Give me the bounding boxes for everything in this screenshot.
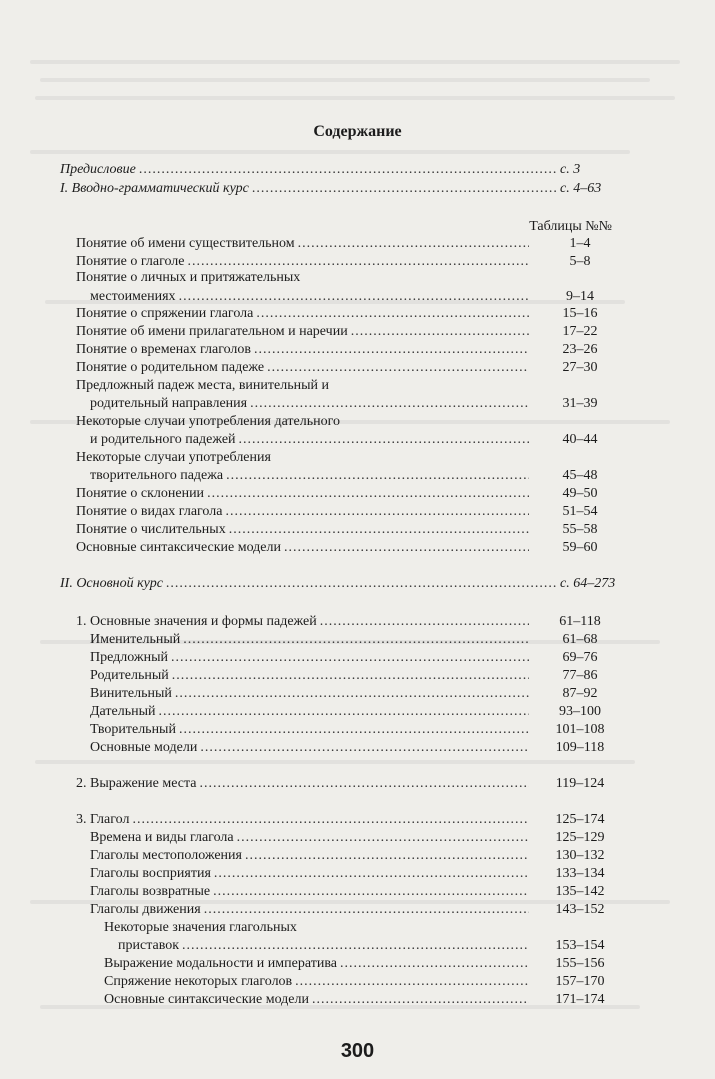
toc-tables: 101–108: [555, 722, 605, 737]
leader-dots: [320, 614, 529, 630]
toc-tables: 135–142: [555, 884, 605, 899]
leader-dots: [182, 938, 529, 954]
leader-dots: [256, 306, 529, 322]
leader-dots: [214, 866, 529, 882]
toc-tables: 5–8: [569, 254, 591, 269]
toc-row[interactable]: [90, 632, 628, 648]
toc-label: творительного падежа: [90, 468, 224, 483]
toc-row[interactable]: [90, 902, 628, 918]
toc-label: Понятие о числительных: [76, 522, 226, 537]
toc-row-chapter2[interactable]: [76, 776, 628, 792]
toc-row[interactable]: [76, 254, 628, 270]
toc-label: Творительный: [90, 722, 176, 737]
toc-label: Понятие о родительном падеже: [76, 360, 265, 375]
toc-row-section2[interactable]: [60, 576, 640, 592]
toc-label-line1: Некоторые значения глагольных: [104, 920, 297, 935]
toc-label: Предложный: [90, 650, 168, 665]
toc-label-line1: Предложный падеж места, винительный и: [76, 378, 329, 393]
toc-tables: 23–26: [562, 342, 598, 357]
toc-tables: 31–39: [562, 396, 598, 411]
toc-row[interactable]: [76, 306, 628, 322]
leader-dots: [351, 324, 529, 340]
toc-label: Понятие об имени прилагательном и наречии: [76, 324, 348, 339]
toc-label: Выражение модальности и императива: [104, 956, 337, 971]
toc-tables: 40–44: [562, 432, 598, 447]
leader-dots: [284, 540, 529, 556]
leader-dots: [254, 342, 529, 358]
leader-dots: [179, 289, 529, 305]
toc-row[interactable]: [76, 236, 628, 252]
toc-row[interactable]: [90, 884, 628, 900]
leader-dots: [175, 686, 529, 702]
toc-label: Понятие о временах глаголов: [76, 342, 252, 357]
toc-label: I. Вводно-грамматический курс: [60, 181, 249, 196]
leader-dots: [166, 576, 557, 592]
page-title: Содержание: [313, 123, 402, 140]
toc-label: Понятие о видах глагола: [76, 504, 223, 519]
toc-label: и родительного падежей: [90, 432, 236, 447]
leader-dots: [188, 254, 529, 270]
toc-row[interactable]: [104, 956, 628, 972]
toc-label: Глаголы восприятия: [90, 866, 211, 881]
toc-tables: 93–100: [559, 704, 601, 719]
toc-label: Основные синтаксические модели: [104, 992, 309, 1007]
toc-tables: 61–68: [562, 632, 598, 647]
toc-tables: 27–30: [562, 360, 598, 375]
leader-dots: [340, 956, 529, 972]
toc-page: с. 64–273: [560, 576, 616, 591]
toc-label: Основные модели: [90, 740, 198, 755]
toc-row[interactable]: [90, 830, 628, 846]
toc-row[interactable]: [76, 522, 628, 538]
toc-tables: 155–156: [555, 956, 605, 971]
toc-tables: 87–92: [562, 686, 598, 701]
leader-dots: [139, 162, 557, 178]
leader-dots: [239, 432, 529, 448]
toc-row[interactable]: [90, 848, 628, 864]
toc-tables: 51–54: [562, 504, 598, 519]
leader-dots: [179, 722, 529, 738]
toc-row[interactable]: [104, 992, 628, 1008]
toc-tables: 133–134: [555, 866, 605, 881]
leader-dots: [207, 486, 529, 502]
leader-dots: [159, 704, 530, 720]
toc-tables: 69–76: [562, 650, 598, 665]
leader-dots: [298, 236, 529, 252]
toc-label: Времена и виды глагола: [90, 830, 234, 845]
toc-row[interactable]: [90, 289, 628, 305]
toc-tables: 171–174: [555, 992, 605, 1007]
toc-tables: 17–22: [562, 324, 598, 339]
toc-label: родительный направления: [90, 396, 248, 411]
toc-tables: 125–129: [555, 830, 605, 845]
toc-row-chapter3[interactable]: [76, 812, 628, 828]
page-number: 300: [340, 1040, 375, 1062]
toc-row[interactable]: [90, 704, 628, 720]
toc-label-line1: Некоторые случаи употребления: [76, 450, 271, 465]
leader-dots: [183, 632, 529, 648]
leader-dots: [245, 848, 529, 864]
toc-row[interactable]: [104, 974, 628, 990]
toc-tables: 61–118: [559, 614, 601, 629]
toc-tables: 77–86: [562, 668, 598, 683]
toc-label: местоимениях: [90, 289, 176, 304]
toc-label: 2. Выражение места: [76, 776, 197, 791]
toc-row[interactable]: [90, 686, 628, 702]
toc-row[interactable]: [118, 938, 628, 954]
toc-page: с. 4–63: [560, 181, 602, 196]
toc-tables: 157–170: [555, 974, 605, 989]
toc-row[interactable]: [90, 396, 628, 412]
toc-row[interactable]: [90, 650, 628, 666]
leader-dots: [252, 181, 557, 197]
toc-label: Понятие об имени существительном: [76, 236, 295, 251]
toc-label: Спряжение некоторых глаголов: [104, 974, 293, 989]
toc-tables: 130–132: [555, 848, 605, 863]
leader-dots: [172, 668, 529, 684]
toc-label: Предисловие: [60, 162, 136, 177]
toc-tables: 55–58: [562, 522, 598, 537]
leader-dots: [295, 974, 529, 990]
toc-page: с. 3: [560, 162, 581, 177]
toc-row[interactable]: [76, 360, 628, 376]
toc-label: 3. Глагол: [76, 812, 130, 827]
toc-tables: 15–16: [562, 306, 598, 321]
toc-row[interactable]: [90, 722, 628, 738]
leader-dots: [225, 504, 529, 520]
toc-row[interactable]: [90, 432, 628, 448]
leader-dots: [267, 360, 529, 376]
toc-label: 1. Основные значения и формы падежей: [76, 614, 317, 629]
leader-dots: [250, 396, 529, 412]
toc-row-section1[interactable]: [60, 181, 630, 197]
leader-dots: [213, 884, 529, 900]
toc-row-preface[interactable]: [60, 162, 630, 178]
toc-row[interactable]: [90, 866, 628, 882]
toc-label: II. Основной курс: [60, 576, 163, 591]
leader-dots: [226, 468, 529, 484]
toc-tables: 1–4: [569, 236, 591, 251]
toc-row[interactable]: [90, 468, 628, 484]
leader-dots: [171, 650, 529, 666]
toc-label: приставок: [118, 938, 180, 953]
toc-row[interactable]: [76, 486, 628, 502]
toc-label: Винительный: [90, 686, 172, 701]
toc-label: Глаголы местоположения: [90, 848, 242, 863]
toc-label: Понятие о склонении: [76, 486, 205, 501]
toc-row[interactable]: [90, 668, 628, 684]
leader-dots: [229, 522, 529, 538]
toc-tables: 143–152: [555, 902, 605, 917]
toc-tables: 45–48: [562, 468, 598, 483]
toc-row[interactable]: [76, 504, 628, 520]
toc-tables: 49–50: [562, 486, 598, 501]
toc-row-chapter1[interactable]: [76, 614, 628, 630]
toc-tables: 125–174: [555, 812, 605, 827]
toc-label: Дательный: [90, 704, 156, 719]
toc-tables: 109–118: [555, 740, 605, 755]
toc-row[interactable]: [76, 324, 628, 340]
leader-dots: [132, 812, 529, 828]
toc-tables: 119–124: [555, 776, 605, 791]
toc-label: Понятие о глаголе: [76, 254, 185, 269]
tables-column-header: Таблицы №№: [529, 219, 612, 234]
toc-row[interactable]: [76, 540, 628, 556]
toc-label: Глаголы движения: [90, 902, 201, 917]
toc-label-line1: Понятие о личных и притяжательных: [76, 270, 301, 285]
toc-label: Именительный: [90, 632, 181, 647]
leader-dots: [312, 992, 529, 1008]
leader-dots: [200, 776, 530, 792]
toc-label: Понятие о спряжении глагола: [76, 306, 254, 321]
leader-dots: [200, 740, 529, 756]
toc-label: Основные синтаксические модели: [76, 540, 281, 555]
toc-row[interactable]: [76, 342, 628, 358]
toc-tables: 153–154: [555, 938, 605, 953]
toc-tables: 59–60: [562, 540, 598, 555]
leader-dots: [204, 902, 529, 918]
toc-label: Родительный: [90, 668, 169, 683]
toc-label: Глаголы возвратные: [90, 884, 211, 899]
toc-tables: 9–14: [566, 289, 594, 304]
toc-row[interactable]: [90, 740, 628, 756]
toc-label-line1: Некоторые случаи употребления дательного: [76, 414, 341, 429]
leader-dots: [237, 830, 529, 846]
